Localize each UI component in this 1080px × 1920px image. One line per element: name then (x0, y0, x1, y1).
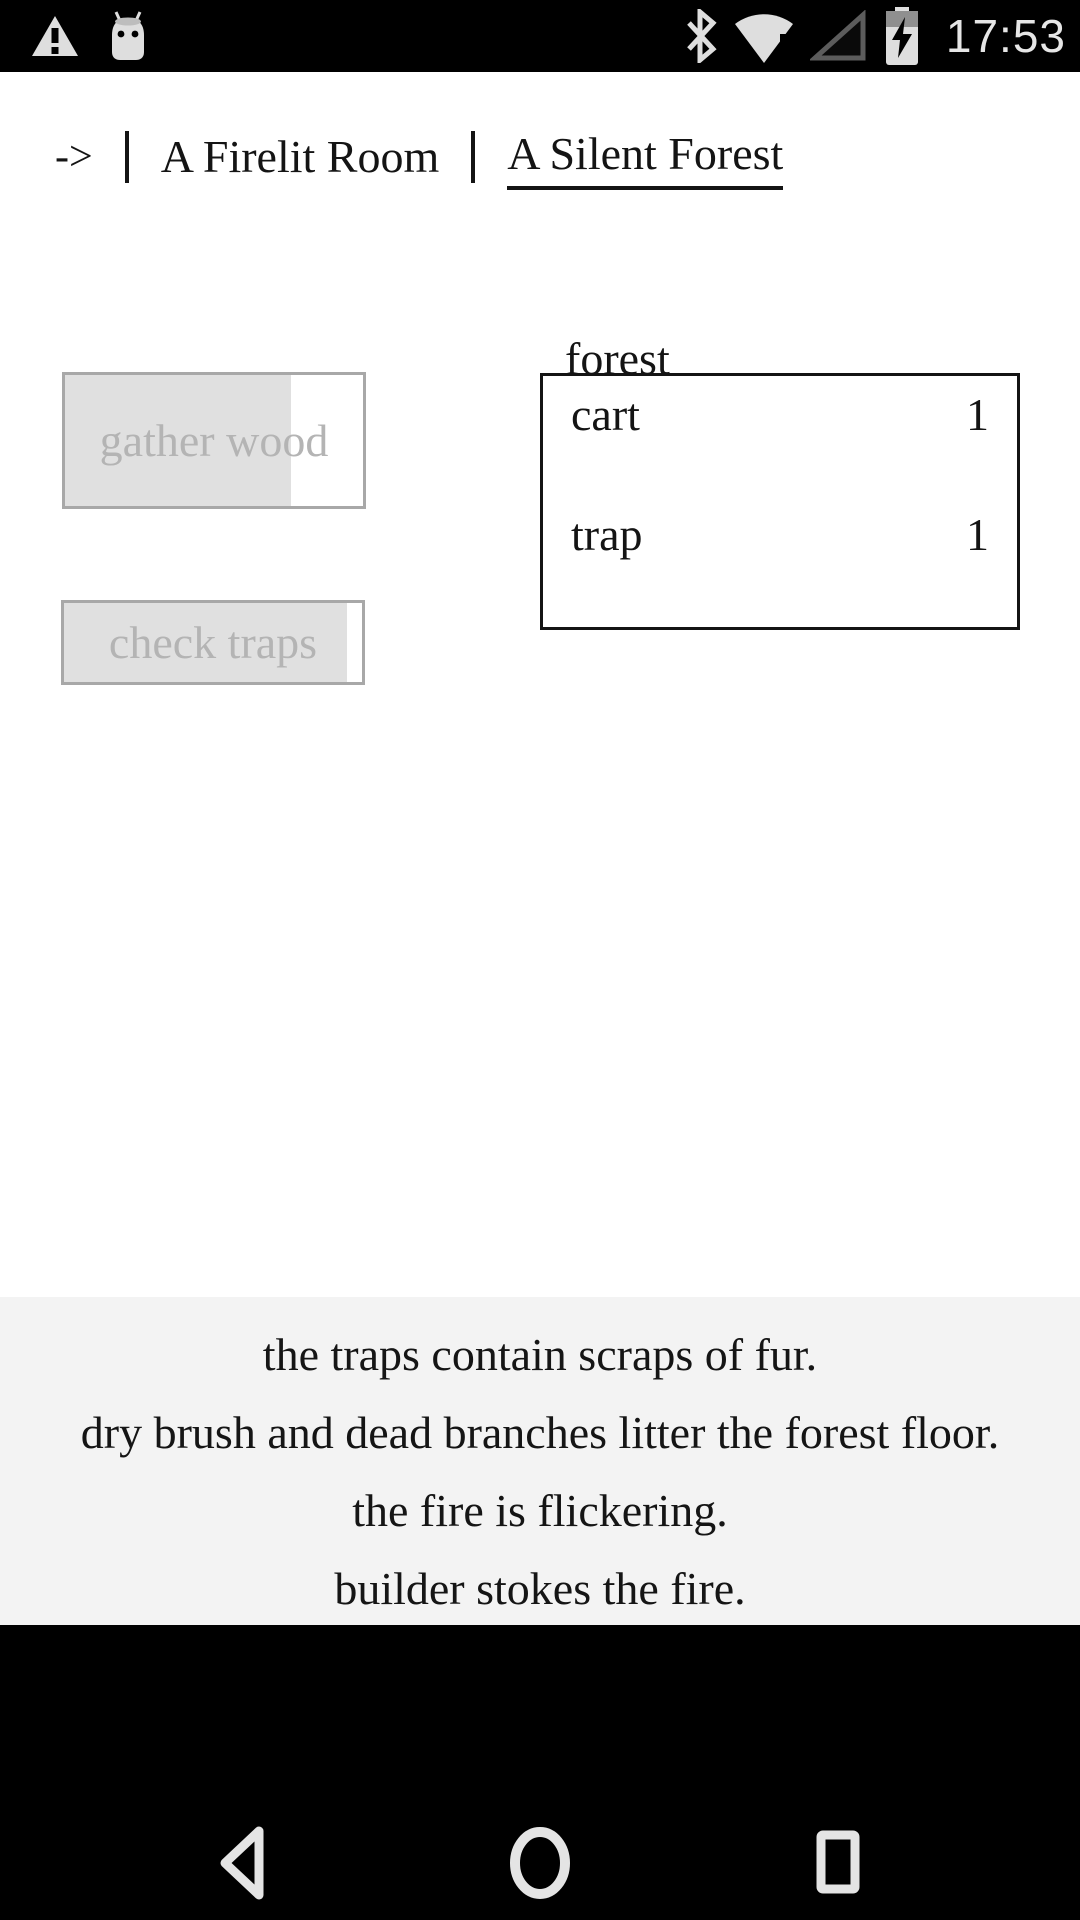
store-row-trap (571, 508, 989, 562)
gather-wood-button[interactable] (62, 372, 366, 509)
log-message: the traps contain scraps of fur. (262, 1329, 818, 1380)
battery-icon (882, 6, 922, 66)
android-icon (108, 11, 148, 61)
tab-firelit-room[interactable]: A Firelit Room (160, 131, 440, 182)
store-row-cart (571, 388, 989, 442)
log-message: the fire is flickering. (352, 1485, 728, 1536)
wifi-icon (732, 8, 796, 64)
check-traps-button[interactable] (61, 600, 365, 685)
status-bar-right (684, 6, 1066, 66)
check-traps-label: check traps (108, 616, 318, 668)
bluetooth-icon (684, 9, 718, 63)
gather-wood-label: gather wood (99, 414, 329, 466)
stores-rows (543, 376, 1017, 562)
warning-icon (30, 14, 80, 58)
status-bar (0, 0, 1080, 72)
signal-icon (810, 10, 868, 62)
tab-silent-forest[interactable]: A Silent Forest (507, 124, 783, 190)
store-name: trap (571, 509, 643, 560)
message-log (0, 1297, 1080, 1625)
header-separator (471, 131, 475, 183)
status-bar-left (30, 11, 148, 61)
log-message: dry brush and dead branches litter the forest floor. (80, 1407, 1000, 1458)
location-header (55, 124, 783, 190)
clock-label: 17:53 (945, 10, 1066, 62)
recents-button[interactable] (816, 1830, 860, 1899)
store-qty: 1 (966, 509, 989, 560)
home-button[interactable] (509, 1825, 571, 1906)
stores-title: forest (565, 333, 670, 384)
log-message: builder stokes the fire. (334, 1563, 746, 1614)
nav-arrow-link[interactable]: -> (55, 134, 93, 180)
header-separator (125, 131, 129, 183)
store-name: cart (571, 389, 640, 440)
back-button[interactable] (214, 1824, 266, 1907)
store-qty: 1 (966, 389, 989, 440)
forest-stores-box (540, 333, 1020, 630)
